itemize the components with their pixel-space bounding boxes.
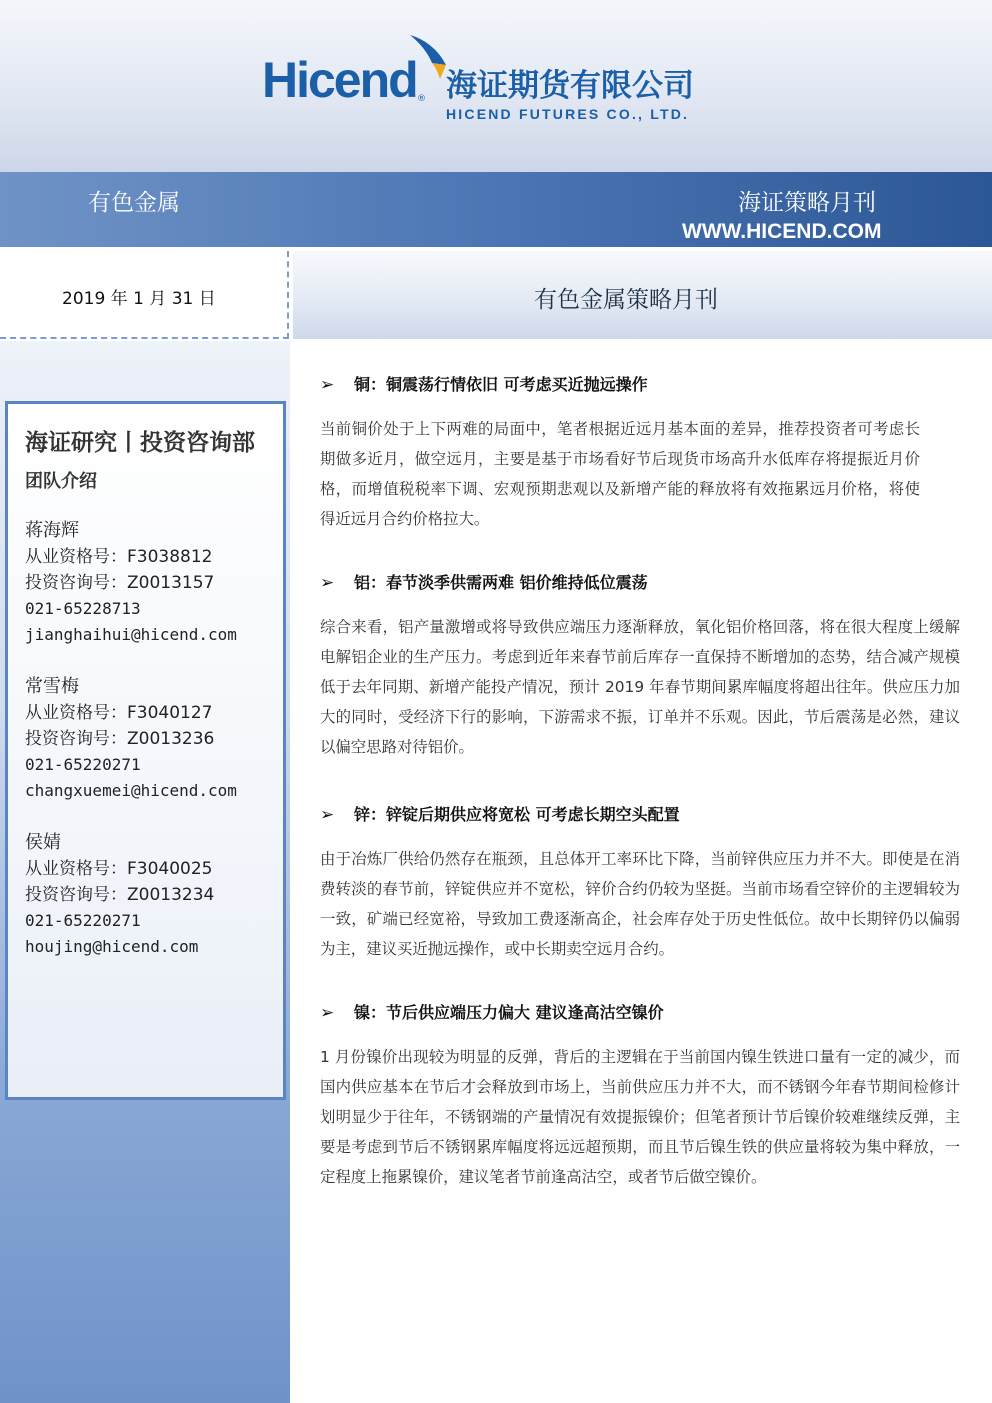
section-body: 综合来看，铝产量激增或将导致供应端压力逐渐释放，氧化铝价格回落，将在很大程度上缓解电解铝企业的生产压力。考虑到近年来春节前后库存一直保持不断增加的态势，结合减产规模低于去年同期、新增产能投产情况，预计 2019 年春节期间累库幅度将超出往年。供应压力加大的同时，受经济下行的影响，下游需求不振，订单并不乐观。因此，节后震荡是必然，建议以偏空思路对待铝价。 <box>320 618 960 756</box>
member-email[interactable]: changxuemei@hicend.com <box>25 781 237 800</box>
section-nickel <box>320 1000 960 1192</box>
logo-text: Hicend <box>262 52 417 108</box>
section-copper <box>320 372 960 534</box>
report-date: 2019 年 1 月 31 日 <box>62 289 216 309</box>
section-heading-text: 镍：节后供应端压力偏大 建议逢高沽空镍价 <box>354 1003 664 1022</box>
team-member <box>25 830 214 960</box>
section-body: 由于冶炼厂供给仍然存在瓶颈，且总体开工率环比下降，当前锌供应压力并不大。即使是在消费转淡的春节前，锌锭供应并不宽松，锌价合约仍较为坚挺。当前市场看空锌价的主逻辑较为一致，矿端已经宽裕，导致加工费逐渐高企，社会库存处于历史性低位。故中长期锌仍以偏弱为主，建议买近抛远操作，或中长期卖空远月合约。 <box>320 850 960 958</box>
section-body: 1 月份镍价出现较为明显的反弹，背后的主逻辑在于当前国内镍生铁进口量有一定的减少，而国内供应基本在节后才会释放到市场上，当前供应压力并不大，而不锈钢今年春节期间检修计划明显少于往年，不锈钢端的产量情况有效提振镍价；但笔者预计节后镍价较难继续反弹，主要是考虑到节后不锈钢累库幅度将远远超预期，而且节后镍生铁的供应量将较为集中释放，一定程度上拖累镍价，建议笔者节前逢高沽空，或者节后做空镍价。 <box>320 1048 960 1186</box>
arrow-bullet-icon: ➢ <box>320 1003 335 1023</box>
member-phone: 021-65220271 <box>25 755 141 774</box>
arrow-bullet-icon: ➢ <box>320 375 335 395</box>
member-consult-number: 投资咨询号：Z0013157 <box>25 573 215 593</box>
section-zinc <box>320 802 960 964</box>
member-license: 从业资格号：F3040127 <box>25 703 213 723</box>
member-email[interactable]: jianghaihui@hicend.com <box>25 625 237 644</box>
team-subtitle: 团队介绍 <box>25 471 97 492</box>
member-consult-number: 投资咨询号：Z0013234 <box>25 885 215 905</box>
team-title: 海证研究丨投资咨询部 <box>25 430 255 456</box>
section-heading-text: 锌：锌锭后期供应将宽松 可考虑长期空头配置 <box>354 805 680 824</box>
team-member <box>25 674 237 804</box>
arrow-bullet-icon: ➢ <box>320 573 335 593</box>
member-license: 从业资格号：F3038812 <box>25 547 213 567</box>
section-aluminum <box>320 570 960 762</box>
section-heading-text: 铝：春节淡季供需两难 铝价维持低位震荡 <box>354 573 648 592</box>
member-license: 从业资格号：F3040025 <box>25 859 213 879</box>
member-phone: 021-65228713 <box>25 599 141 618</box>
member-name: 侯婧 <box>25 832 61 853</box>
section-heading <box>320 372 960 398</box>
section-heading <box>320 1000 960 1026</box>
report-title: 有色金属策略月刊 <box>534 287 718 313</box>
section-heading-text: 铜：铜震荡行情依旧 可考虑买近抛远操作 <box>354 375 648 394</box>
category-label: 有色金属 <box>88 190 180 216</box>
member-consult-number: 投资咨询号：Z0013236 <box>25 729 215 749</box>
logo-registered-mark: ® <box>417 94 426 104</box>
arrow-bullet-icon: ➢ <box>320 805 335 825</box>
section-heading <box>320 802 960 828</box>
series-title: 海证策略月刊 <box>738 190 876 216</box>
team-member <box>25 518 237 648</box>
section-body: 当前铜价处于上下两难的局面中，笔者根据近远月基本面的差异，推荐投资者可考虑长期做多近月，做空远月，主要是基于市场看好节后现货市场高升水低库存将提振近月价格，而增值税税率下调、宏观预期悲观以及新增产能的释放将有效拖累远月价格，将使得近远月合约价格拉大。 <box>320 420 920 528</box>
member-name: 常雪梅 <box>25 676 79 697</box>
company-name-cn: 海证期货有限公司 <box>446 68 694 104</box>
member-phone: 021-65220271 <box>25 911 141 930</box>
member-email[interactable]: houjing@hicend.com <box>25 937 199 956</box>
company-name-en: HICEND FUTURES CO., LTD. <box>446 106 690 122</box>
website-url: WWW.HICEND.COM <box>682 220 882 243</box>
section-heading <box>320 570 960 596</box>
member-name: 蒋海辉 <box>25 520 79 541</box>
